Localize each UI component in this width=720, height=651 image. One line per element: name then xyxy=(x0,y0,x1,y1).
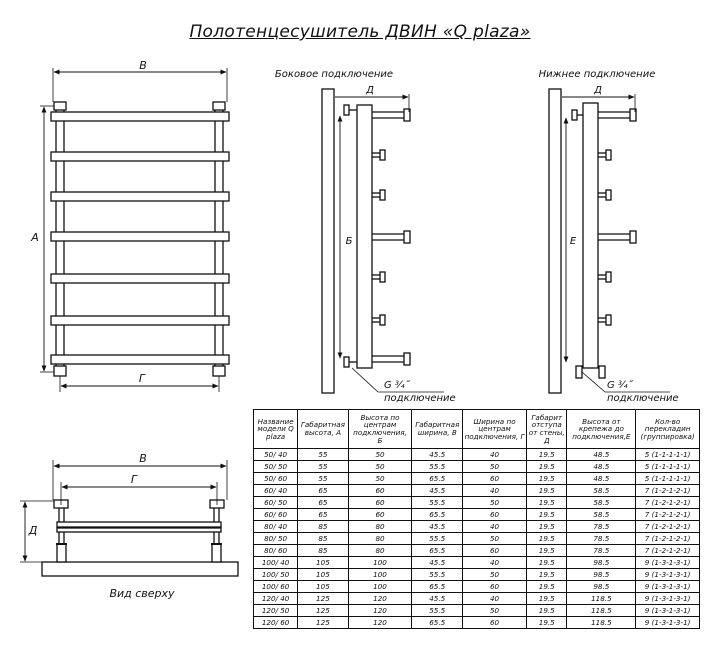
rail-end-cap xyxy=(380,272,385,282)
table-cell: 9 (1-3-1-3-1) xyxy=(636,593,700,605)
table-cell: 9 (1-3-1-3-1) xyxy=(636,581,700,593)
table-cell: 7 (1-2-1-2-1) xyxy=(636,485,700,497)
table-cell: 9 (1-3-1-3-1) xyxy=(636,569,700,581)
table-cell: 85 xyxy=(298,545,348,557)
table-row xyxy=(254,521,700,533)
table-cell: 120/ 40 xyxy=(254,593,298,605)
table-cell: 19.5 xyxy=(527,521,567,533)
table-row xyxy=(254,533,700,545)
table-cell: 5 (1-1-1-1-1) xyxy=(636,461,700,473)
table-header-cell: Ширина по центрам подключения, Г xyxy=(463,410,527,449)
label-dim-g2: Г xyxy=(130,473,138,486)
table-cell: 60 xyxy=(463,545,527,557)
table-cell: 19.5 xyxy=(527,557,567,569)
table-cell: 19.5 xyxy=(527,569,567,581)
table-cell: 120 xyxy=(348,617,412,629)
table-cell: 60 xyxy=(463,581,527,593)
table-cell: 120 xyxy=(348,605,412,617)
table-cell: 50 xyxy=(463,569,527,581)
table-row xyxy=(254,593,700,605)
table-cell: 50 xyxy=(348,461,412,473)
table-cell: 60 xyxy=(348,485,412,497)
rail-end-cap xyxy=(606,272,611,282)
table-header-cell: Высота от крепежа до подключения,Е xyxy=(567,410,636,449)
towel-rail xyxy=(51,274,229,283)
page-title: Полотенцесушитель ДВИН «Q plaza» xyxy=(189,22,531,42)
table-header-cell: Габаритная высота, А xyxy=(298,410,348,449)
table-cell: 19.5 xyxy=(527,497,567,509)
table-cell: 80/ 60 xyxy=(254,545,298,557)
table-cell: 9 (1-3-1-3-1) xyxy=(636,605,700,617)
table-row xyxy=(254,473,700,485)
table-cell: 65.5 xyxy=(412,581,463,593)
table-cell: 19.5 xyxy=(527,473,567,485)
table-cell: 80 xyxy=(348,533,412,545)
rail-end-cap xyxy=(606,150,611,160)
table-cell: 98.5 xyxy=(567,569,636,581)
table-row xyxy=(254,509,700,521)
label-bottom-connection: Нижнее подключение xyxy=(538,69,656,80)
table-cell: 125 xyxy=(298,593,348,605)
label-dim-v2: В xyxy=(139,452,147,465)
table-cell: 55.5 xyxy=(412,533,463,545)
table-cell: 40 xyxy=(463,557,527,569)
table-cell: 80 xyxy=(348,521,412,533)
rail-end-cap xyxy=(380,315,385,325)
table-cell: 50/ 40 xyxy=(254,449,298,461)
table-cell: 58.5 xyxy=(567,485,636,497)
label-dim-d3: Д xyxy=(28,524,38,537)
table-cell: 7 (1-2-1-2-1) xyxy=(636,509,700,521)
table-row xyxy=(254,449,700,461)
table-cell: 58.5 xyxy=(567,509,636,521)
table-cell: 105 xyxy=(298,569,348,581)
table-cell: 55.5 xyxy=(412,605,463,617)
table-cell: 120/ 60 xyxy=(254,617,298,629)
table-cell: 7 (1-2-1-2-1) xyxy=(636,545,700,557)
label-connection-word: подключение xyxy=(384,393,456,404)
table-cell: 125 xyxy=(298,605,348,617)
table-cell: 85 xyxy=(298,521,348,533)
front-view xyxy=(40,68,229,392)
table-cell: 100 xyxy=(348,581,412,593)
table-cell: 19.5 xyxy=(527,617,567,629)
table-cell: 55.5 xyxy=(412,497,463,509)
table-header-cell: Название модели Q plaza xyxy=(254,410,298,449)
table-cell: 45.5 xyxy=(412,449,463,461)
table-cell: 58.5 xyxy=(567,497,636,509)
table-body xyxy=(254,449,700,629)
table-cell: 78.5 xyxy=(567,521,636,533)
table-cell: 40 xyxy=(463,449,527,461)
table-cell: 65 xyxy=(298,509,348,521)
table-cell: 19.5 xyxy=(527,605,567,617)
table-cell: 118.5 xyxy=(567,593,636,605)
table-cell: 19.5 xyxy=(527,545,567,557)
table-cell: 55.5 xyxy=(412,461,463,473)
rail-end-cap xyxy=(404,231,410,243)
table-cell: 65 xyxy=(298,497,348,509)
table-cell: 9 (1-3-1-3-1) xyxy=(636,617,700,629)
table-cell: 50 xyxy=(463,605,527,617)
table-cell: 50 xyxy=(463,461,527,473)
table-cell: 45.5 xyxy=(412,593,463,605)
table-cell: 50/ 50 xyxy=(254,461,298,473)
table-cell: 55.5 xyxy=(412,569,463,581)
label-dim-b: Б xyxy=(345,236,353,247)
table-cell: 40 xyxy=(463,485,527,497)
label-dim-d2: Д xyxy=(594,85,602,96)
table-header-cell: Габаритная ширина, В xyxy=(412,410,463,449)
table-cell: 5 (1-1-1-1-1) xyxy=(636,449,700,461)
table-cell: 60 xyxy=(463,509,527,521)
table-header-cell: Габарит отступа от стены, Д xyxy=(527,410,567,449)
table-cell: 80/ 40 xyxy=(254,521,298,533)
towel-rail xyxy=(51,152,229,161)
table-cell: 7 (1-2-1-2-1) xyxy=(636,497,700,509)
table-cell: 100 xyxy=(348,569,412,581)
table-row xyxy=(254,617,700,629)
rail-end-cap xyxy=(380,150,385,160)
label-connection-size: G ¾˝ xyxy=(384,380,410,391)
table-cell: 19.5 xyxy=(527,593,567,605)
table-cell: 60 xyxy=(463,617,527,629)
table-cell: 78.5 xyxy=(567,545,636,557)
label-dim-g: Г xyxy=(138,372,146,385)
table-cell: 19.5 xyxy=(527,485,567,497)
label-connection-size-2: G ¾˝ xyxy=(607,380,633,391)
table-row xyxy=(254,461,700,473)
table-cell: 118.5 xyxy=(567,605,636,617)
top-view xyxy=(20,460,238,576)
table-cell: 55 xyxy=(298,473,348,485)
table-header-row xyxy=(254,410,700,449)
rail-end-cap xyxy=(630,231,636,243)
table-cell: 48.5 xyxy=(567,449,636,461)
table-cell: 45.5 xyxy=(412,485,463,497)
table-cell: 100/ 40 xyxy=(254,557,298,569)
label-dim-a: А xyxy=(31,231,39,244)
label-connection-word-2: подключение xyxy=(607,393,679,404)
towel-rail xyxy=(51,112,229,121)
table-cell: 125 xyxy=(298,617,348,629)
bottom-connection-view xyxy=(549,89,670,393)
table-cell: 60/ 50 xyxy=(254,497,298,509)
table-row xyxy=(254,605,700,617)
table-cell: 48.5 xyxy=(567,461,636,473)
table-cell: 60 xyxy=(348,509,412,521)
table-cell: 85 xyxy=(298,533,348,545)
table-cell: 48.5 xyxy=(567,473,636,485)
label-dim-d: Д xyxy=(366,85,374,96)
towel-rail xyxy=(51,316,229,325)
table-cell: 65.5 xyxy=(412,473,463,485)
table-cell: 55 xyxy=(298,461,348,473)
rail-end-cap xyxy=(606,315,611,325)
table-cell: 80/ 50 xyxy=(254,533,298,545)
table-row xyxy=(254,545,700,557)
table-cell: 100/ 50 xyxy=(254,569,298,581)
rail-end-cap xyxy=(380,190,385,200)
table-cell: 7 (1-2-1-2-1) xyxy=(636,533,700,545)
table-cell: 40 xyxy=(463,521,527,533)
label-dim-e: Е xyxy=(569,236,577,247)
table-cell: 98.5 xyxy=(567,581,636,593)
table-cell: 100/ 60 xyxy=(254,581,298,593)
table-header-cell: Высота по центрам подключения, Б xyxy=(348,410,412,449)
table-cell: 65 xyxy=(298,485,348,497)
table-cell: 60 xyxy=(463,473,527,485)
rail-end-cap xyxy=(606,190,611,200)
table-cell: 19.5 xyxy=(527,581,567,593)
side-connection-view xyxy=(322,89,444,393)
spec-table xyxy=(253,409,700,629)
label-dim-v: В xyxy=(139,59,147,72)
table-cell: 100 xyxy=(348,557,412,569)
table-cell: 40 xyxy=(463,593,527,605)
table-header-cell: Кол-во перекладин (группировка) xyxy=(636,410,700,449)
table-cell: 19.5 xyxy=(527,461,567,473)
table-cell: 105 xyxy=(298,557,348,569)
table-cell: 19.5 xyxy=(527,449,567,461)
table-cell: 60 xyxy=(348,497,412,509)
towel-rail xyxy=(51,192,229,201)
table-cell: 45.5 xyxy=(412,557,463,569)
table-cell: 65.5 xyxy=(412,545,463,557)
table-row xyxy=(254,485,700,497)
table-cell: 105 xyxy=(298,581,348,593)
table-row xyxy=(254,581,700,593)
table-cell: 50 xyxy=(348,473,412,485)
table-cell: 19.5 xyxy=(527,509,567,521)
table-cell: 50/ 60 xyxy=(254,473,298,485)
table-cell: 120 xyxy=(348,593,412,605)
table-cell: 19.5 xyxy=(527,533,567,545)
towel-rail xyxy=(51,232,229,241)
table-cell: 50 xyxy=(463,497,527,509)
table-row xyxy=(254,497,700,509)
table-cell: 5 (1-1-1-1-1) xyxy=(636,473,700,485)
table-cell: 45.5 xyxy=(412,521,463,533)
label-top-view: Вид сверху xyxy=(109,587,175,600)
table-cell: 65.5 xyxy=(412,509,463,521)
table-cell: 78.5 xyxy=(567,533,636,545)
table-cell: 60/ 60 xyxy=(254,509,298,521)
table-cell: 7 (1-2-1-2-1) xyxy=(636,521,700,533)
table-row xyxy=(254,557,700,569)
table-cell: 65.5 xyxy=(412,617,463,629)
table-cell: 50 xyxy=(463,533,527,545)
towel-rail xyxy=(51,355,229,364)
table-cell: 60/ 40 xyxy=(254,485,298,497)
label-side-connection: Боковое подключение xyxy=(274,69,394,80)
table-cell: 118.5 xyxy=(567,617,636,629)
table-cell: 80 xyxy=(348,545,412,557)
table-cell: 98.5 xyxy=(567,557,636,569)
table-cell: 120/ 50 xyxy=(254,605,298,617)
table-cell: 9 (1-3-1-3-1) xyxy=(636,557,700,569)
table-cell: 55 xyxy=(298,449,348,461)
table-cell: 50 xyxy=(348,449,412,461)
table-row xyxy=(254,569,700,581)
